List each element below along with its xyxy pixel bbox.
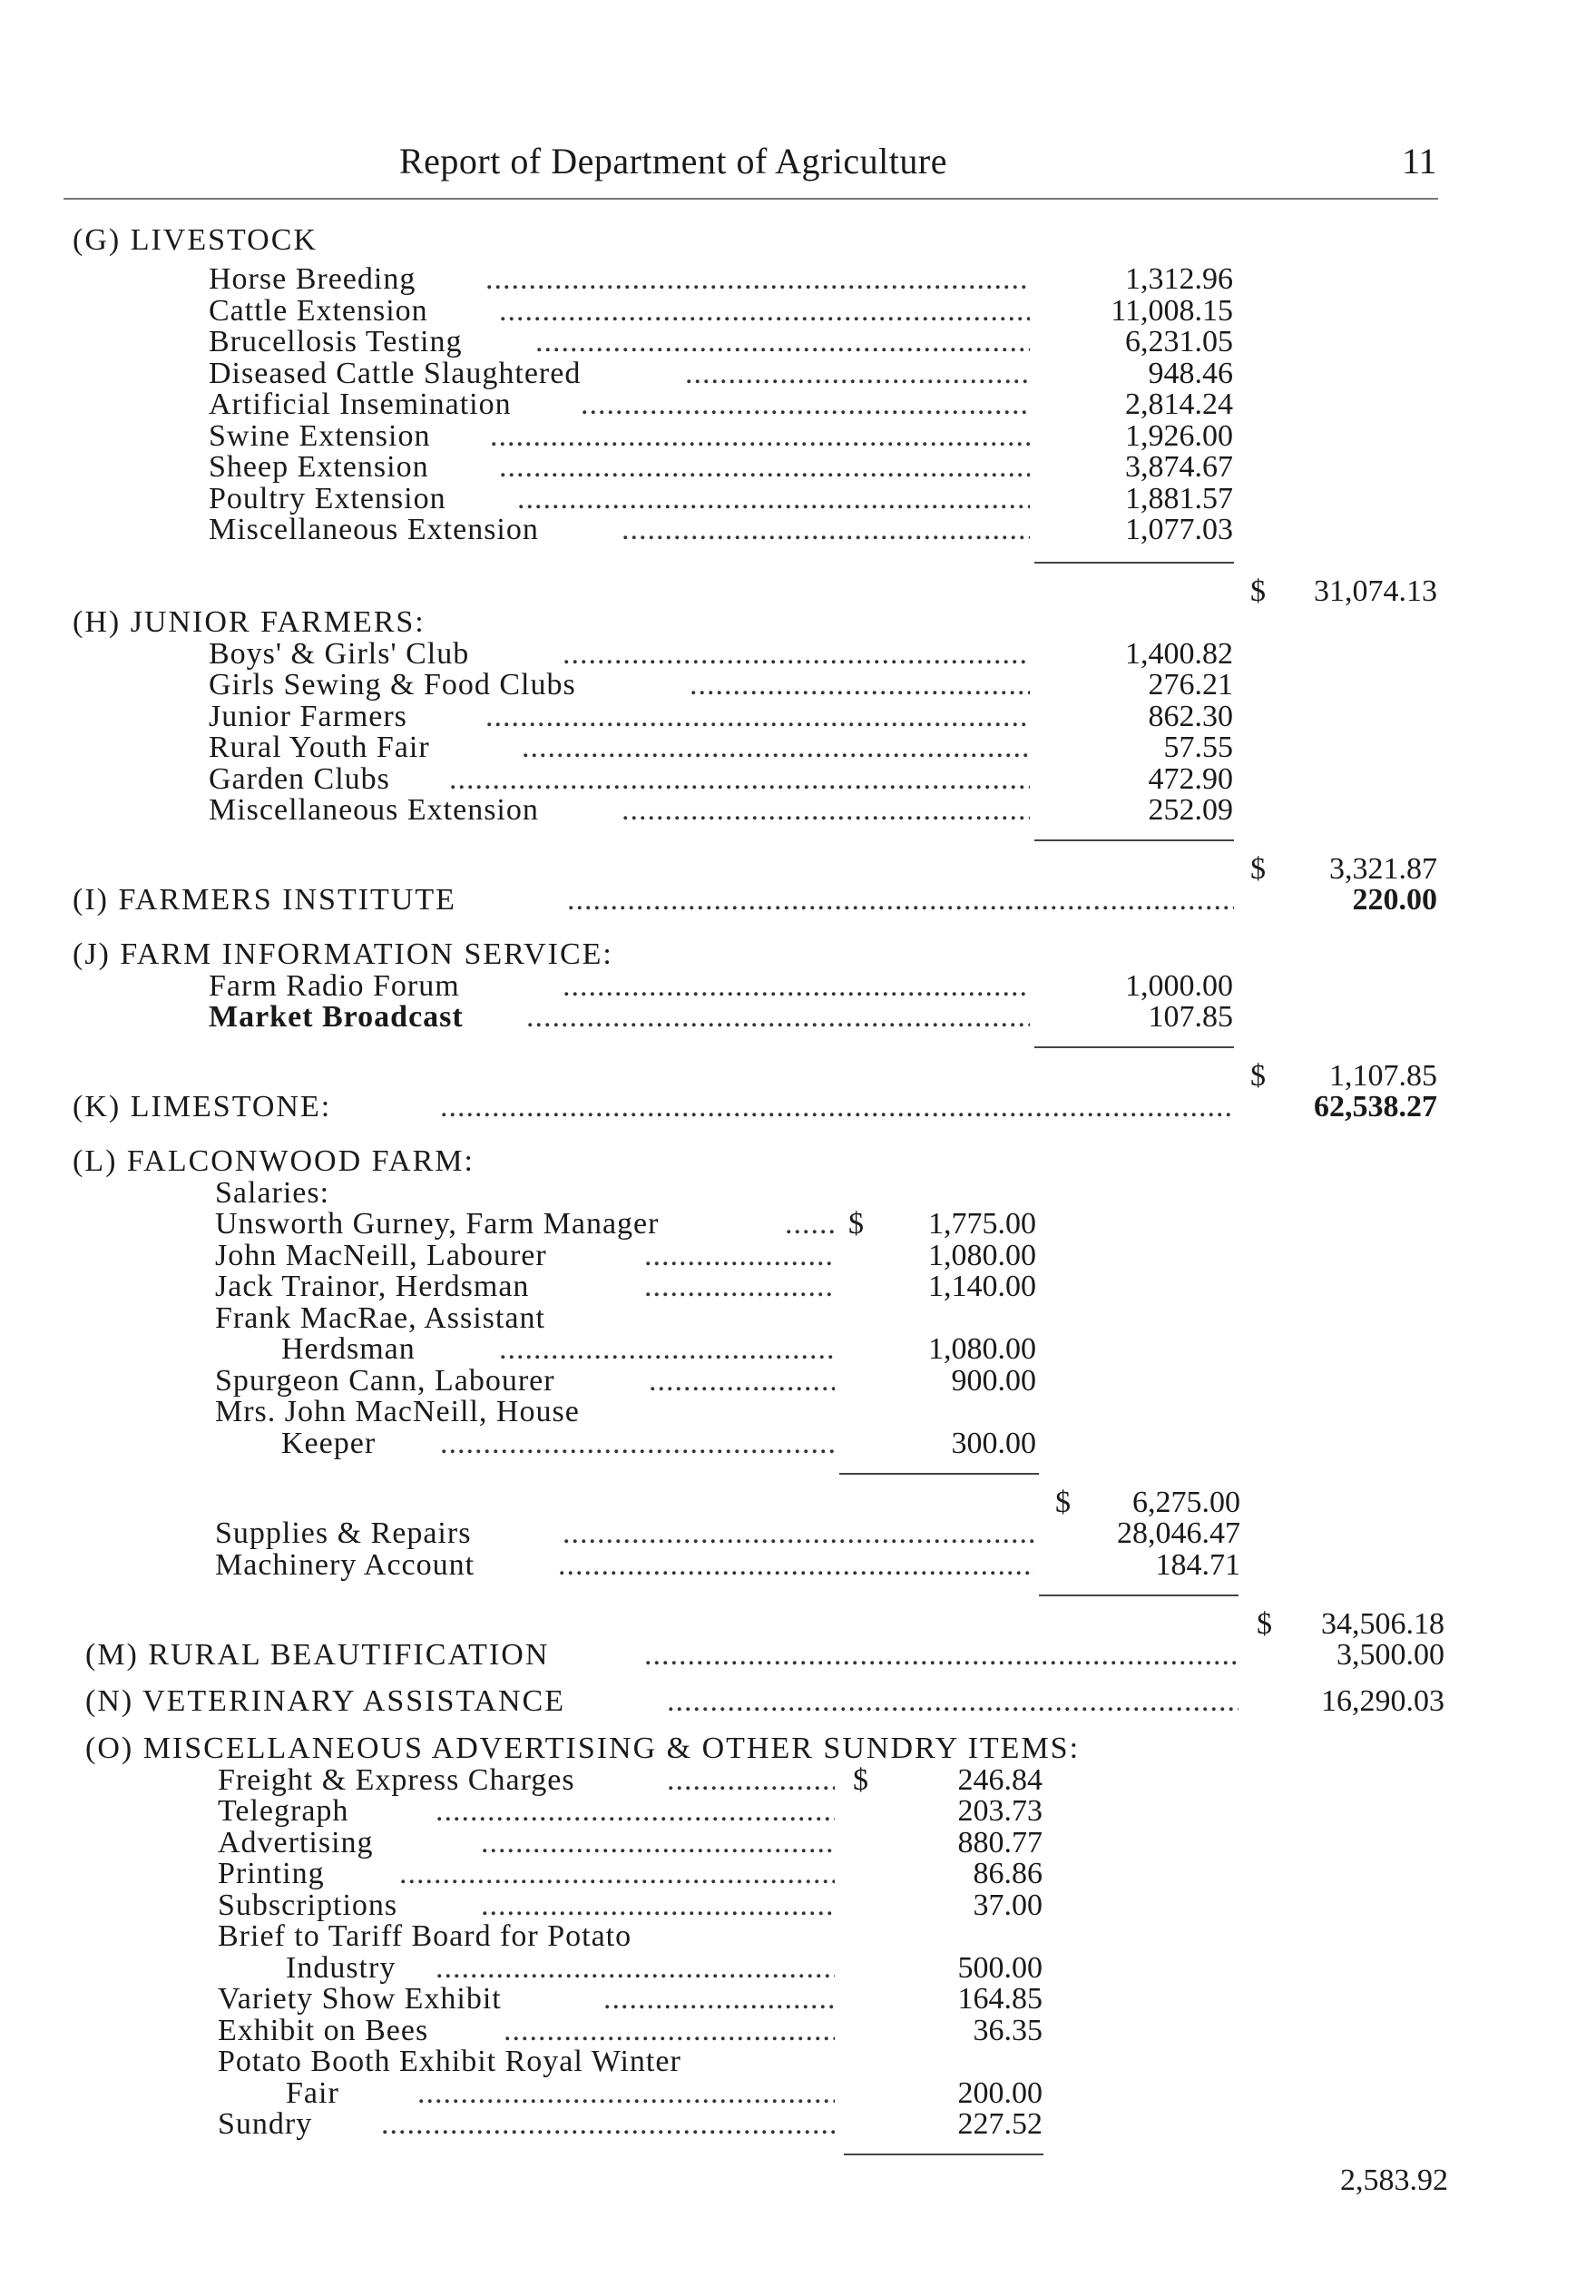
salary-label-continued: Herdsman — [281, 1332, 416, 1366]
salary-amount: 1,775.00 — [928, 1207, 1036, 1241]
leader-dots — [490, 420, 1030, 452]
line-item-label: Horse Breeding — [209, 262, 416, 296]
line-item-amount: 36.35 — [973, 2014, 1043, 2047]
line-item-label: Printing — [218, 1857, 325, 1890]
leader-dots — [644, 1639, 1239, 1671]
section-g-total: 31,074.13 — [1314, 574, 1437, 608]
line-item-label: Cattle Extension — [209, 294, 428, 328]
line-item-label-continued: Industry — [286, 1951, 397, 1985]
leader-dots — [499, 451, 1030, 483]
section-k-total: 62,538.27 — [1314, 1090, 1437, 1123]
line-item-amount: 3,874.67 — [1125, 450, 1233, 484]
line-item-label: Subscriptions — [218, 1889, 398, 1922]
line-item-amount: 164.85 — [957, 1982, 1043, 2016]
subtotal-rule — [844, 2154, 1043, 2155]
leader-dots — [481, 1889, 835, 1921]
section-l-title: (L) FALCONWOOD FARM: — [73, 1144, 475, 1178]
leader-dots — [644, 1240, 835, 1271]
line-item-label: Artificial Insemination — [209, 388, 512, 421]
line-item-label: Potato Booth Exhibit Royal Winter — [218, 2045, 681, 2078]
section-j-title: (J) FARM INFORMATION SERVICE: — [73, 937, 613, 971]
subtotal-rule — [1034, 1046, 1234, 1048]
section-i-total: 220.00 — [1352, 883, 1437, 917]
line-item-label: Exhibit on Bees — [218, 2014, 429, 2047]
leader-dots — [417, 2077, 835, 2109]
line-item-label: Diseased Cattle Slaughtered — [209, 357, 582, 390]
salary-label: Frank MacRae, Assistant — [215, 1301, 545, 1335]
line-item-label: Junior Farmers — [209, 700, 407, 733]
line-item-label: Farm Radio Forum — [209, 969, 460, 1003]
leader-dots — [667, 1685, 1239, 1717]
section-o-total: 2,583.92 — [1340, 2164, 1448, 2197]
section-i-title: (I) FARMERS INSTITUTE — [73, 883, 456, 917]
dollar-sign: $ — [848, 1207, 864, 1241]
line-item-label: Sundry — [218, 2107, 313, 2141]
line-item-amount: 862.30 — [1148, 700, 1233, 733]
leader-dots — [440, 1091, 1234, 1123]
line-item-amount: 1,312.96 — [1125, 262, 1233, 296]
line-item-amount: 203.73 — [957, 1794, 1043, 1828]
leader-dots — [499, 1333, 835, 1365]
line-item-label: Garden Clubs — [209, 762, 390, 796]
section-m-total: 3,500.00 — [1337, 1638, 1444, 1672]
line-item-amount: 28,046.47 — [1117, 1516, 1240, 1550]
line-item-label: Miscellaneous Extension — [209, 793, 539, 827]
leader-dots — [567, 884, 1234, 916]
line-item-amount: 86.86 — [973, 1857, 1043, 1890]
section-l-total: 34,506.18 — [1321, 1607, 1444, 1641]
leader-dots — [603, 1983, 835, 2015]
leader-dots — [504, 2015, 835, 2046]
line-item-amount: 1,000.00 — [1125, 969, 1233, 1003]
line-item-label: Telegraph — [218, 1794, 349, 1828]
leader-dots — [558, 1549, 1034, 1581]
subtotal-rule — [1034, 839, 1234, 841]
leader-dots — [563, 638, 1030, 670]
line-item-amount: 246.84 — [957, 1763, 1043, 1797]
leader-dots — [436, 1952, 835, 1984]
line-item-amount: 2,814.24 — [1125, 388, 1233, 421]
line-item-label: Rural Youth Fair — [209, 731, 430, 764]
leader-dots — [581, 388, 1030, 420]
line-item-amount: 1,881.57 — [1125, 482, 1233, 515]
salary-label: Spurgeon Cann, Labourer — [215, 1364, 555, 1398]
leader-dots — [563, 1517, 1034, 1549]
page-number: 11 — [1402, 141, 1437, 182]
line-item-amount: 11,008.15 — [1111, 294, 1233, 328]
leader-dots — [449, 763, 1030, 795]
section-n-total: 16,290.03 — [1321, 1684, 1444, 1718]
leader-dots — [522, 731, 1030, 763]
line-item-label: Freight & Express Charges — [218, 1763, 575, 1797]
leader-dots — [485, 263, 1030, 295]
line-item-amount: 57.55 — [1163, 731, 1233, 764]
salary-amount: 1,080.00 — [928, 1332, 1036, 1366]
line-item-amount: 1,926.00 — [1125, 419, 1233, 453]
line-item-amount: 948.46 — [1148, 357, 1233, 390]
line-item-label: Poultry Extension — [209, 482, 446, 515]
subtotal-rule — [1039, 1594, 1239, 1596]
line-item-label: Supplies & Repairs — [215, 1516, 472, 1550]
line-item-label: Boys' & Girls' Club — [209, 637, 470, 671]
salary-label: Jack Trainor, Herdsman — [215, 1270, 530, 1303]
line-item-label-continued: Fair — [286, 2076, 339, 2110]
line-item-label: Market Broadcast — [209, 1000, 464, 1034]
leader-dots — [690, 669, 1030, 701]
line-item-label: Miscellaneous Extension — [209, 513, 539, 546]
leader-dots — [563, 970, 1030, 1002]
page-title: Report of Department of Agriculture — [399, 141, 947, 182]
salary-label-continued: Keeper — [281, 1427, 377, 1460]
leader-dots — [622, 514, 1030, 545]
section-n-title: (N) VETERINARY ASSISTANCE — [85, 1684, 565, 1718]
line-item-label: Brief to Tariff Board for Potato — [218, 1919, 632, 1953]
leader-dots — [667, 1764, 835, 1796]
dollar-sign: $ — [1055, 1486, 1071, 1519]
subtotal-rule — [839, 1473, 1039, 1475]
leader-dots — [622, 794, 1030, 826]
salary-amount: 300.00 — [951, 1427, 1036, 1460]
section-g-title: (G) LIVESTOCK — [73, 223, 318, 257]
leader-dots — [481, 1827, 835, 1859]
leader-dots — [517, 483, 1030, 515]
line-item-amount: 1,077.03 — [1125, 513, 1233, 546]
leader-dots — [381, 2108, 835, 2140]
line-item-amount: 6,231.05 — [1125, 325, 1233, 358]
line-item-amount: 37.00 — [973, 1889, 1043, 1922]
leader-dots — [499, 295, 1030, 327]
leader-dots — [644, 1271, 835, 1302]
dollar-sign: $ — [853, 1763, 868, 1797]
dollar-sign: $ — [1257, 1607, 1272, 1641]
salary-amount: 1,080.00 — [928, 1239, 1036, 1272]
section-j-total: 1,107.85 — [1329, 1059, 1437, 1093]
section-h-total: 3,321.87 — [1329, 852, 1437, 886]
salaries-total: 6,275.00 — [1132, 1486, 1240, 1519]
leader-dots — [436, 1795, 835, 1827]
line-item-label: Advertising — [218, 1826, 374, 1859]
line-item-label: Variety Show Exhibit — [218, 1982, 502, 2016]
leader-dots — [649, 1365, 835, 1397]
line-item-amount: 252.09 — [1148, 793, 1233, 827]
line-item-amount: 107.85 — [1148, 1000, 1233, 1034]
salaries-label: Salaries: — [215, 1176, 330, 1210]
leader-dots — [785, 1208, 835, 1240]
header-rule — [64, 198, 1438, 200]
line-item-amount: 472.90 — [1148, 762, 1233, 796]
leader-dots — [526, 1001, 1030, 1033]
line-item-amount: 1,400.82 — [1125, 637, 1233, 671]
salary-amount: 900.00 — [951, 1364, 1036, 1398]
salary-label: Mrs. John MacNeill, House — [215, 1395, 580, 1428]
section-m-title: (M) RURAL BEAUTIFICATION — [85, 1638, 550, 1672]
section-k-title: (K) LIMESTONE: — [73, 1090, 332, 1123]
line-item-amount: 227.52 — [957, 2107, 1043, 2141]
salary-label: John MacNeill, Labourer — [215, 1239, 547, 1272]
leader-dots — [440, 1428, 835, 1459]
line-item-amount: 880.77 — [957, 1826, 1043, 1859]
line-item-label: Machinery Account — [215, 1548, 475, 1582]
dollar-sign: $ — [1250, 852, 1266, 886]
section-o-title: (O) MISCELLANEOUS ADVERTISING & OTHER SUNDRY ITEMS: — [85, 1732, 1081, 1765]
line-item-label: Swine Extension — [209, 419, 431, 453]
dollar-sign: $ — [1250, 1059, 1266, 1093]
line-item-amount: 276.21 — [1148, 668, 1233, 702]
leader-dots — [535, 326, 1030, 358]
line-item-amount: 500.00 — [957, 1951, 1043, 1985]
salary-amount: 1,140.00 — [928, 1270, 1036, 1303]
leader-dots — [685, 358, 1030, 389]
line-item-label: Brucellosis Testing — [209, 325, 463, 358]
leader-dots — [485, 701, 1030, 732]
line-item-amount: 200.00 — [957, 2076, 1043, 2110]
line-item-label: Sheep Extension — [209, 450, 429, 484]
line-item-label: Girls Sewing & Food Clubs — [209, 668, 576, 702]
leader-dots — [399, 1858, 835, 1889]
salary-label: Unsworth Gurney, Farm Manager — [215, 1207, 660, 1241]
section-h-title: (H) JUNIOR FARMERS: — [73, 605, 426, 639]
subtotal-rule — [1034, 562, 1234, 564]
dollar-sign: $ — [1250, 574, 1266, 608]
line-item-amount: 184.71 — [1155, 1548, 1240, 1582]
